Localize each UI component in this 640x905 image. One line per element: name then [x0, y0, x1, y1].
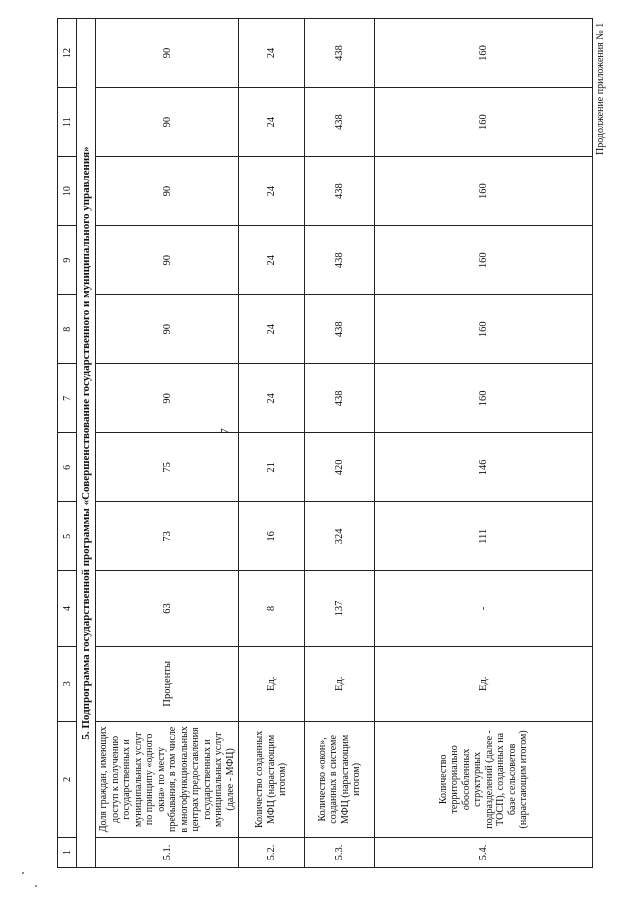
value-cell: 160: [375, 364, 593, 433]
column-number: 7: [58, 364, 77, 433]
column-number: 12: [58, 19, 77, 88]
table-row: [375, 19, 593, 868]
indicator-name: Количество созданных МФЦ (нарастающим итогом): [239, 721, 305, 837]
value-cell: 90: [96, 364, 239, 433]
column-number: 4: [58, 571, 77, 646]
row-number: 5.3.: [305, 837, 375, 867]
value-cell: 21: [239, 433, 305, 502]
value-cell: 24: [239, 157, 305, 226]
column-number: 1: [58, 837, 77, 867]
value-cell: 24: [239, 19, 305, 88]
indicators-table: [57, 18, 593, 868]
scan-speck: [35, 885, 37, 887]
value-cell: 90: [96, 19, 239, 88]
table-row: [96, 19, 239, 868]
value-cell: 160: [375, 226, 593, 295]
value-cell: 63: [96, 571, 239, 646]
column-number: 5: [58, 502, 77, 571]
value-cell: 111: [375, 502, 593, 571]
column-number: 3: [58, 646, 77, 721]
column-number: 9: [58, 226, 77, 295]
scan-speck: [22, 872, 24, 874]
section-row: [77, 19, 96, 868]
value-cell: 90: [96, 157, 239, 226]
value-cell: 160: [375, 88, 593, 157]
value-cell: 438: [305, 157, 375, 226]
appendix-note: Продолжение приложения № 1: [595, 22, 606, 155]
value-cell: 137: [305, 571, 375, 646]
value-cell: 90: [96, 295, 239, 364]
unit-cell: Ед.: [375, 646, 593, 721]
value-cell: 160: [375, 295, 593, 364]
column-number: 6: [58, 433, 77, 502]
value-cell: 24: [239, 295, 305, 364]
table-row: [239, 19, 305, 868]
value-cell: 75: [96, 433, 239, 502]
unit-cell: Ед.: [305, 646, 375, 721]
unit-cell: Ед.: [239, 646, 305, 721]
value-cell: 438: [305, 19, 375, 88]
value-cell: 24: [239, 88, 305, 157]
table-row: [305, 19, 375, 868]
value-cell: 90: [96, 226, 239, 295]
value-cell: 438: [305, 295, 375, 364]
column-number: 11: [58, 88, 77, 157]
value-cell: 438: [305, 226, 375, 295]
row-number: 5.4.: [375, 837, 593, 867]
indicator-name: Количество территориально обособленных структурных подразделений (далее - ТОСП), созданных на базе сельсоветов (нарастающим итогом): [375, 721, 593, 837]
value-cell: 24: [239, 226, 305, 295]
indicator-name: Количество «окон», созданных в системе МФЦ (нарастающим итогом): [305, 721, 375, 837]
value-cell: 438: [305, 364, 375, 433]
indicator-name: Доля граждан, имеющих доступ к получению государственных и муниципальных услуг по принципу «одного окна» по месту пребывания, в том числе в многофункциональных центрах предоставления государственных и муниципальных услуг (далее - МФЦ): [96, 721, 239, 837]
value-cell: 324: [305, 502, 375, 571]
value-cell: -: [375, 571, 593, 646]
row-number: 5.2.: [239, 837, 305, 867]
value-cell: 24: [239, 364, 305, 433]
value-cell: 160: [375, 19, 593, 88]
value-cell: 8: [239, 571, 305, 646]
unit-cell: Проценты: [96, 646, 239, 721]
value-cell: 160: [375, 157, 593, 226]
column-number: 2: [58, 721, 77, 837]
value-cell: 146: [375, 433, 593, 502]
value-cell: 438: [305, 88, 375, 157]
section-title: 5. Подпрограмма государственной программы «Совершенствование государственного и муниципального управления»: [77, 19, 96, 868]
column-number: 8: [58, 295, 77, 364]
rotated-table-wrapper: [57, 18, 580, 868]
value-cell: 420: [305, 433, 375, 502]
value-cell: 73: [96, 502, 239, 571]
value-cell: 16: [239, 502, 305, 571]
column-number: 10: [58, 157, 77, 226]
page-number: 7: [218, 428, 231, 434]
value-cell: 90: [96, 88, 239, 157]
row-number: 5.1.: [96, 837, 239, 867]
column-number-row: [58, 19, 77, 868]
